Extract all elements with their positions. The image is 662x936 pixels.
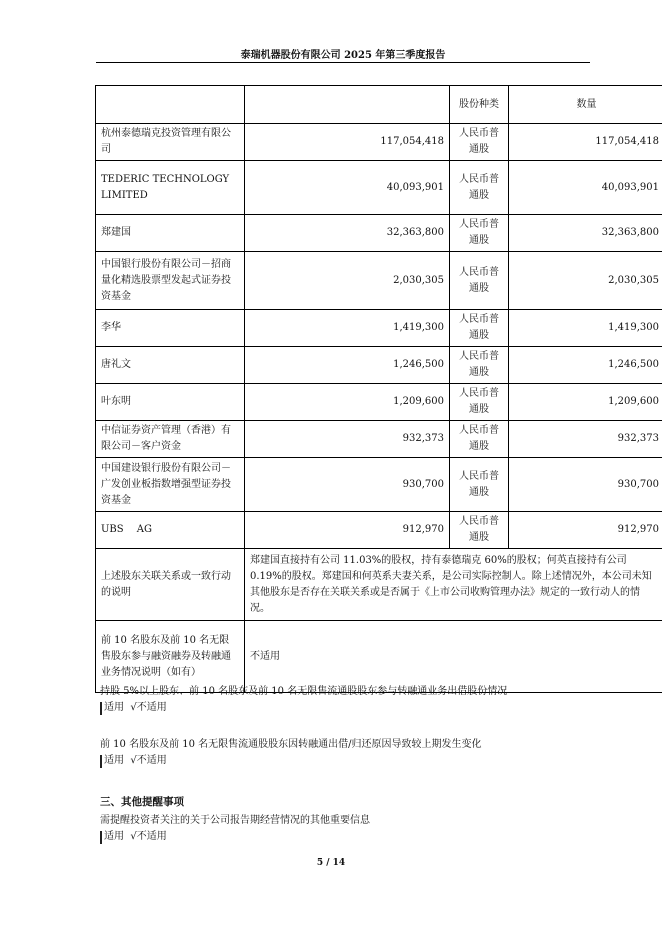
share-amount: 912,970: [509, 512, 662, 549]
table-row: [96, 421, 662, 458]
option-applicable: 适用: [104, 755, 124, 766]
table-row: [96, 458, 662, 512]
share-type: 人民币普通股: [450, 124, 509, 161]
table-row: [96, 384, 662, 421]
share-type: 人民币普通股: [450, 458, 509, 512]
lending-title: 持股 5%以上股东、前 10 名股东及前 10 名无限售流通股股东参与转融通业务出借股份情况: [100, 686, 508, 697]
related-party-row: [96, 549, 662, 621]
holder-name: TEDERIC TECHNOLOGY LIMITED: [96, 161, 245, 215]
header-cell-name: [96, 86, 245, 124]
checkbox-icon: [100, 755, 102, 768]
header-cell-type: 股份种类: [450, 86, 509, 124]
checkbox-icon: [100, 702, 102, 715]
holder-shares: 932,373: [245, 421, 450, 458]
share-amount: 32,363,800: [509, 215, 662, 252]
reminder-options: [100, 829, 600, 846]
holder-name: 杭州泰德瑞克投资管理有限公司: [96, 124, 245, 161]
holder-shares: 117,054,418: [245, 124, 450, 161]
share-type: 人民币普通股: [450, 215, 509, 252]
share-amount: 40,093,901: [509, 161, 662, 215]
holder-shares: 2,030,305: [245, 252, 450, 310]
margin-trading-label: 前 10 名股东及前 10 名无限售股东参与融资融券及转融通业务情况说明（如有）: [96, 621, 245, 693]
holder-shares: 40,093,901: [245, 161, 450, 215]
option-applicable: 适用: [104, 831, 124, 842]
table-row: [96, 512, 662, 549]
page-header: 泰瑞机器股份有限公司 2025 年第三季度报告: [240, 50, 446, 61]
header-cell-amount: 数量: [509, 86, 662, 124]
option-not-applicable: √不适用: [130, 702, 167, 713]
share-type: 人民币普通股: [450, 252, 509, 310]
holder-shares: 32,363,800: [245, 215, 450, 252]
share-amount: 930,700: [509, 458, 662, 512]
table-row: [96, 347, 662, 384]
table-row: [96, 161, 662, 215]
share-type: 人民币普通股: [450, 347, 509, 384]
holder-shares: 930,700: [245, 458, 450, 512]
holder-name: UBS AG: [96, 512, 245, 549]
related-party-text: 郑建国直接持有公司 11.03%的股权，持有泰德瑞克 60%的股权；何英直接持有公司 0.19%的股权。郑建国和何英系夫妻关系，是公司实际控制人。除上述情况外，本公司未知其他股东是否存在关联关系或是否属于《上市公司收购管理办法》规定的一致行动人的情况。: [245, 549, 662, 621]
section-title: 三、其他提醒事项: [100, 796, 184, 808]
related-party-label: 上述股东关联关系或一致行动的说明: [96, 549, 245, 621]
reminder-text: 需提醒投资者关注的关于公司报告期经营情况的其他重要信息: [100, 815, 370, 826]
change-title: 前 10 名股东及前 10 名无限售流通股股东因转融通出借/归还原因导致较上期发生变化: [100, 739, 482, 750]
share-type: 人民币普通股: [450, 384, 509, 421]
header-cell-shares: [245, 86, 450, 124]
holder-name: 中国银行股份有限公司－招商量化精选股票型发起式证券投资基金: [96, 252, 245, 310]
lending-options: [100, 700, 600, 717]
holder-name: 中信证券资产管理（香港）有限公司－客户资金: [96, 421, 245, 458]
holder-name: 唐礼文: [96, 347, 245, 384]
option-not-applicable: √不适用: [130, 831, 167, 842]
table-row: [96, 310, 662, 347]
share-amount: 117,054,418: [509, 124, 662, 161]
holder-name: 郑建国: [96, 215, 245, 252]
table-header-row: [96, 86, 662, 124]
holder-name: 叶东明: [96, 384, 245, 421]
holder-shares: 1,419,300: [245, 310, 450, 347]
margin-trading-text: 不适用: [245, 621, 662, 693]
option-applicable: 适用: [104, 702, 124, 713]
share-type: 人民币普通股: [450, 512, 509, 549]
margin-trading-row: [96, 621, 662, 693]
option-not-applicable: √不适用: [130, 755, 167, 766]
table-row: [96, 252, 662, 310]
top-holders-table: [95, 85, 662, 693]
header-rule: [96, 62, 590, 63]
share-type: 人民币普通股: [450, 310, 509, 347]
page-number: 5 / 14: [316, 858, 346, 868]
holder-shares: 912,970: [245, 512, 450, 549]
table-row: [96, 124, 662, 161]
share-amount: 2,030,305: [509, 252, 662, 310]
table-row: [96, 215, 662, 252]
checkbox-icon: [100, 831, 102, 844]
holder-name: 中国建设银行股份有限公司－广发创业板指数增强型证券投资基金: [96, 458, 245, 512]
share-type: 人民币普通股: [450, 161, 509, 215]
holder-shares: 1,246,500: [245, 347, 450, 384]
holder-name: 李华: [96, 310, 245, 347]
share-amount: 1,209,600: [509, 384, 662, 421]
share-type: 人民币普通股: [450, 421, 509, 458]
holder-shares: 1,209,600: [245, 384, 450, 421]
share-amount: 1,246,500: [509, 347, 662, 384]
share-amount: 1,419,300: [509, 310, 662, 347]
change-options: [100, 753, 600, 770]
share-amount: 932,373: [509, 421, 662, 458]
